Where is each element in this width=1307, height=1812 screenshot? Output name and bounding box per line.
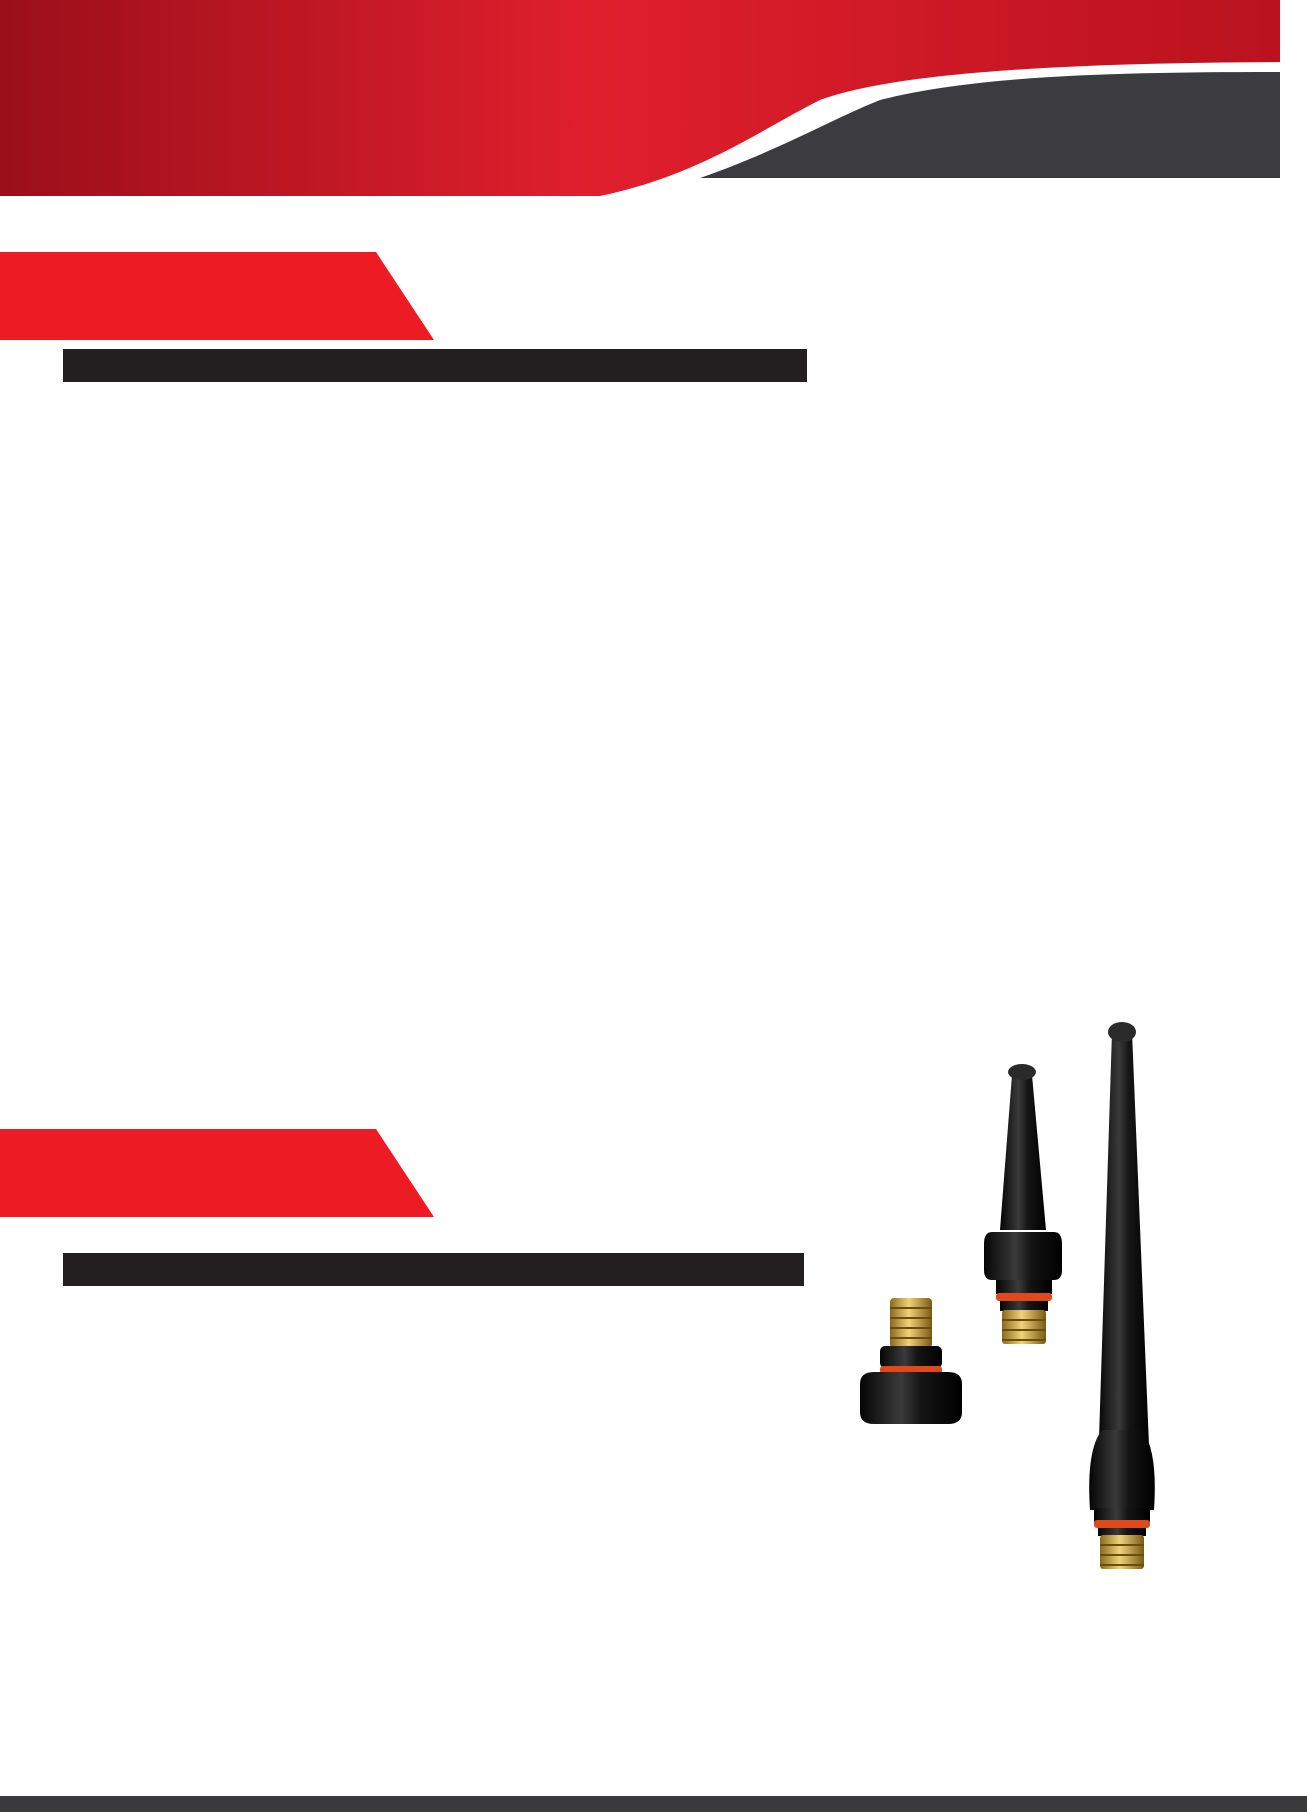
page-header: [0, 0, 1307, 200]
column-header-part-no: [63, 349, 440, 382]
footer-bar: [0, 1796, 1307, 1812]
back-caps-photo: [850, 1010, 1230, 1590]
column-header-sizes: [440, 349, 533, 382]
ceramic-cups-photo: [858, 462, 1258, 832]
ceramic-cup-table: [63, 349, 807, 382]
section-banner-back-caps: [0, 1129, 436, 1217]
back-caps-table: [63, 1253, 804, 1286]
column-header-length: [442, 1253, 804, 1286]
table-header-row: [63, 1253, 804, 1286]
long-back-cap: [1089, 1022, 1155, 1569]
column-header-length: [533, 349, 807, 382]
brand-logo: [0, 0, 530, 140]
short-back-cap: [860, 1298, 962, 1424]
table-header-row: [63, 349, 807, 382]
medium-back-cap: [984, 1064, 1062, 1344]
section-banner-ceramic-cup: [0, 252, 436, 340]
column-header-part-no: [63, 1253, 442, 1286]
